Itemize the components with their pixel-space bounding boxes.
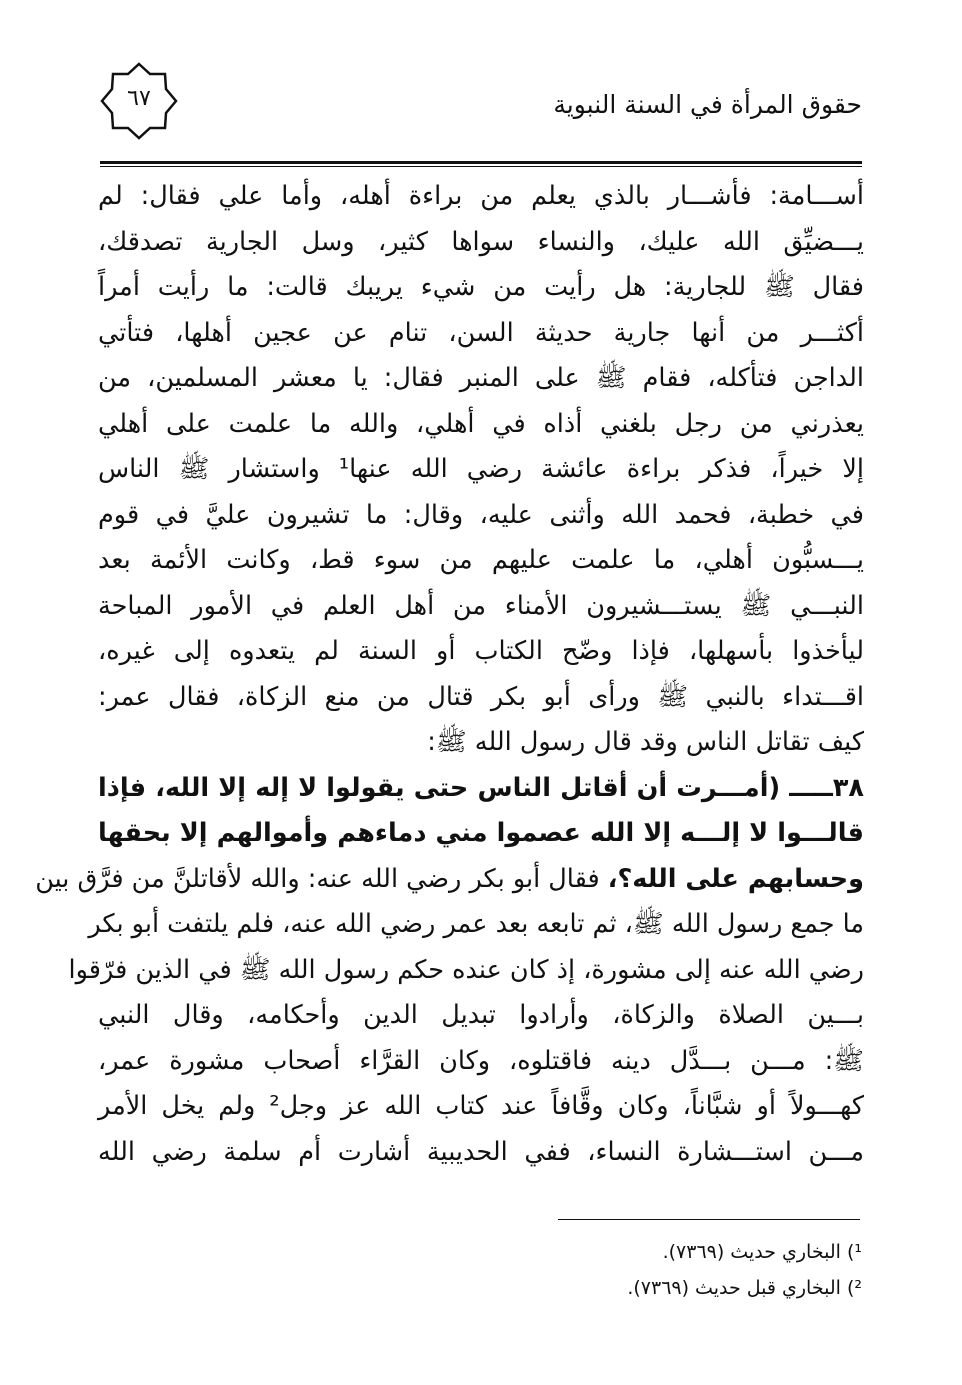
footnotes <box>462 1234 862 1306</box>
text-line: يـــسبُّون أهلي، ما علمت عليهم من سوء قط، وكانت الأئمة بعد <box>98 545 864 575</box>
hadith-line: قالـــوا لا إلـــه إلا الله عصموا مني دماءهم وأموالهم إلا بحقها <box>98 818 864 848</box>
text-line: فقال ﷺ للجارية: هل رأيت من شيء يريبك قالت: ما رأيت أمراً <box>98 272 864 302</box>
main-text <box>35 174 864 1175</box>
text-line: اقـــتداء بالنبي ﷺ ورأى أبو بكر قتال من منع الزكاة، فقال عمر: <box>98 681 864 712</box>
text-line: بـــين الصلاة والزكاة، وأرادوا تبديل الدين وأحكامه، وقال النبي <box>98 1000 864 1030</box>
hadith-line: ٣٨ـــــ (أمـــرت أن أقاتل الناس حتى يقولوا لا إله إلا الله، فإذا <box>98 772 864 803</box>
text-line: مـــن استـــشارة النساء، ففي الحديبية أشارت أم سلمة رضي الله <box>98 1136 864 1167</box>
text-line: النبـــي ﷺ يستـــشيرون الأمناء من أهل العلم في الأمور المباحة <box>98 590 864 621</box>
hadith-end-bold: وحسابهم على الله؟، <box>607 863 864 894</box>
running-title: حقوق المرأة في السنة النبوية <box>553 90 862 119</box>
text-line: كهـــولاً أو شبَّاناً، وكان وقَّافاً عند كتاب الله عز وجل² ولم يخل الأمر <box>98 1091 864 1121</box>
hadith-end-rest: فقال أبو بكر رضي الله عنه: والله لأقاتلنَّ من فرَّق بين <box>35 863 608 894</box>
text-line: في خطبة، فحمد الله وأثنى عليه، وقال: ما تشيرون عليَّ في قوم <box>98 499 864 530</box>
header-rule-thin <box>100 166 862 167</box>
page-header <box>100 62 862 142</box>
text-line: ليأخذوا بأسهلها، فإذا وضّح الكتاب أو السنة لم يتعدوه إلى غيره، <box>98 636 864 666</box>
footnote-2: ²) البخاري قبل حديث (٧٣٦٩). <box>627 1277 862 1299</box>
text-line: يعذرني من رجل بلغني أذاه في أهلي، والله ما علمت على أهلي <box>98 408 864 439</box>
text-line: يـــضيِّق الله عليك، والنساء سواها كثير، وسل الجارية تصدقك، <box>98 226 864 257</box>
text-line: الداجن فتأكله، فقام ﷺ على المنبر فقال: يا معشر المسلمين، من <box>98 363 864 393</box>
text-line: رضي الله عنه إلى مشورة، إذ كان عنده حكم رسول الله ﷺ في الذين فرّقوا <box>68 954 864 985</box>
page-number: ٦٧ <box>127 86 151 111</box>
text-line: أســـامة: فأشـــار بالذي يعلم من براءة أهله، وأما علي فقال: لم <box>98 181 864 211</box>
page-number-badge <box>100 62 178 140</box>
text-line: إلا خيراً، فذكر براءة عائشة رضي الله عنها¹ واستشار ﷺ الناس <box>98 454 864 484</box>
text-line: أكثـــر من أنها جارية حديثة السن، تنام عن عجين أهلها، فتأتي <box>98 317 864 348</box>
header-rule-thick <box>100 161 862 164</box>
hadith-end-line <box>35 857 864 903</box>
footnote-1: ¹) البخاري حديث (٧٣٦٩). <box>662 1241 862 1263</box>
text-line: ما جمع رسول الله ﷺ، ثم تابعه بعد عمر رضي الله عنه، فلم يلتفت أبو بكر <box>88 909 864 939</box>
text-line: ﷺ: مـــن بـــدَّل دينه فاقتلوه، وكان القرَّاء أصحاب مشورة عمر، <box>98 1045 864 1076</box>
footnote-rule <box>558 1219 860 1220</box>
text-line: كيف تقاتل الناس وقد قال رسول الله ﷺ: <box>427 727 864 757</box>
